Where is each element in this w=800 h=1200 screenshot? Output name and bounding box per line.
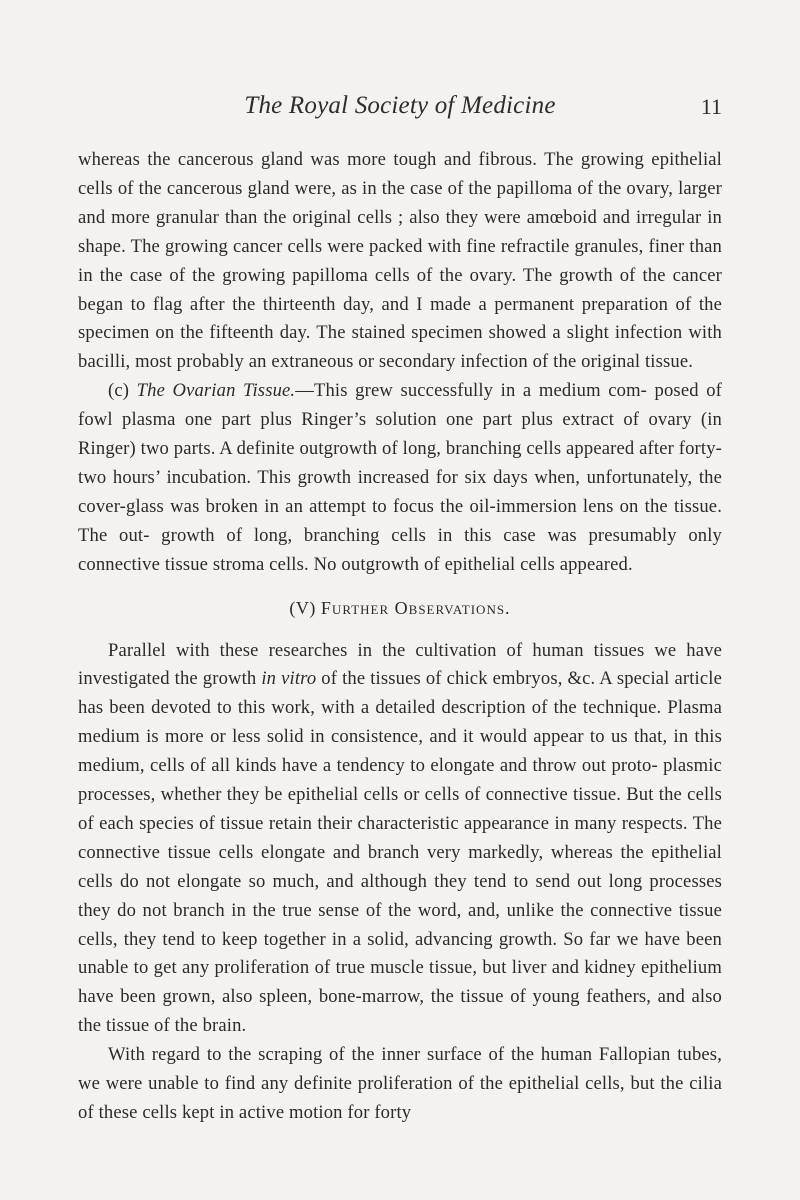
paragraph-further-observations xyxy=(78,637,722,1042)
paragraph-continued: whereas the cancerous gland was more tough and fibrous. The growing epithelial cells of the cancerous gland were, as in the case of the papilloma of the ovary, larger and more granular than the original cells ; also they were amœboid and irregular in shape. The growing cancer cells were packed with fine refractile granules, finer than in the case of the growing papilloma cells of the ovary. The growth of the cancer began to flag after the thirteenth day, and I made a permanent preparation of the specimen on the fifteenth day. The stained specimen showed a slight infection with bacilli, most probably an extraneous or secondary infection of the original tissue. xyxy=(78,149,722,373)
paragraph-ovarian-tissue xyxy=(78,377,722,579)
subsection-label: (c) xyxy=(108,380,130,402)
paragraph-text: Parallel with these researches in the cultivation of human tissues we have investigated the growth xyxy=(78,639,722,690)
paragraph-text: —This grew successfully in a medium com- posed of fowl plasma one part plus Ringer’s solution one part plus extract of ovary (in Ringer) two parts. A definite outgrowth of long, branching cells appeared after forty-two hours’ incubation. This growth increased for six days when, unfortunately, the cover-glass was broken in an attempt to focus the oil-immersion lens on the tissue. The out- growth of long, branching cells in this case was presumably only connective tissue stroma cells. No outgrowth of epithelial cells appeared. xyxy=(78,380,722,575)
body-text xyxy=(78,146,722,1128)
section-title: Further Observations. xyxy=(320,597,511,618)
running-title: The Royal Society of Medicine xyxy=(244,92,556,119)
page-number: 11 xyxy=(700,94,722,119)
section-numeral: (V) xyxy=(289,597,316,618)
paragraph-fallopian-tubes: With regard to the scraping of the inner surface of the human Fallopian tubes, we were unable to find any definite proliferation of the epithelial cells, but the cilia of these cells kept in active motion for forty xyxy=(78,1044,722,1123)
italic-phrase: in vitro xyxy=(261,668,317,690)
paragraph-text: of the tissues of chick embryos, &c. A special article has been devoted to this work, with a detailed description of the technique. Plasma medium is more or less solid in consistence, and it would appear to us that, in this medium, cells of all kinds have a tendency to elongate and throw out proto- plasmic processes, whether they be epithelial cells or cells of connective tissue. But the cells of each species of tissue retain their characteristic appearance in many respects. The connective tissue cells elongate and branch very markedly, whereas the epithelial cells do not elongate so much, and although they tend to send out long processes they do not branch in the true sense of the word, and, unlike the connective tissue cells, they tend to keep together in a solid, advancing growth. So far we have been unable to get any proliferation of true muscle tissue, but liver and kidney epithelium have been grown, also spleen, bone-marrow, the tissue of young feathers, and also the tissue of the brain. xyxy=(78,668,722,1037)
running-head xyxy=(78,92,722,132)
subsection-title: The Ovarian Tissue. xyxy=(136,380,296,402)
section-heading xyxy=(78,594,722,623)
